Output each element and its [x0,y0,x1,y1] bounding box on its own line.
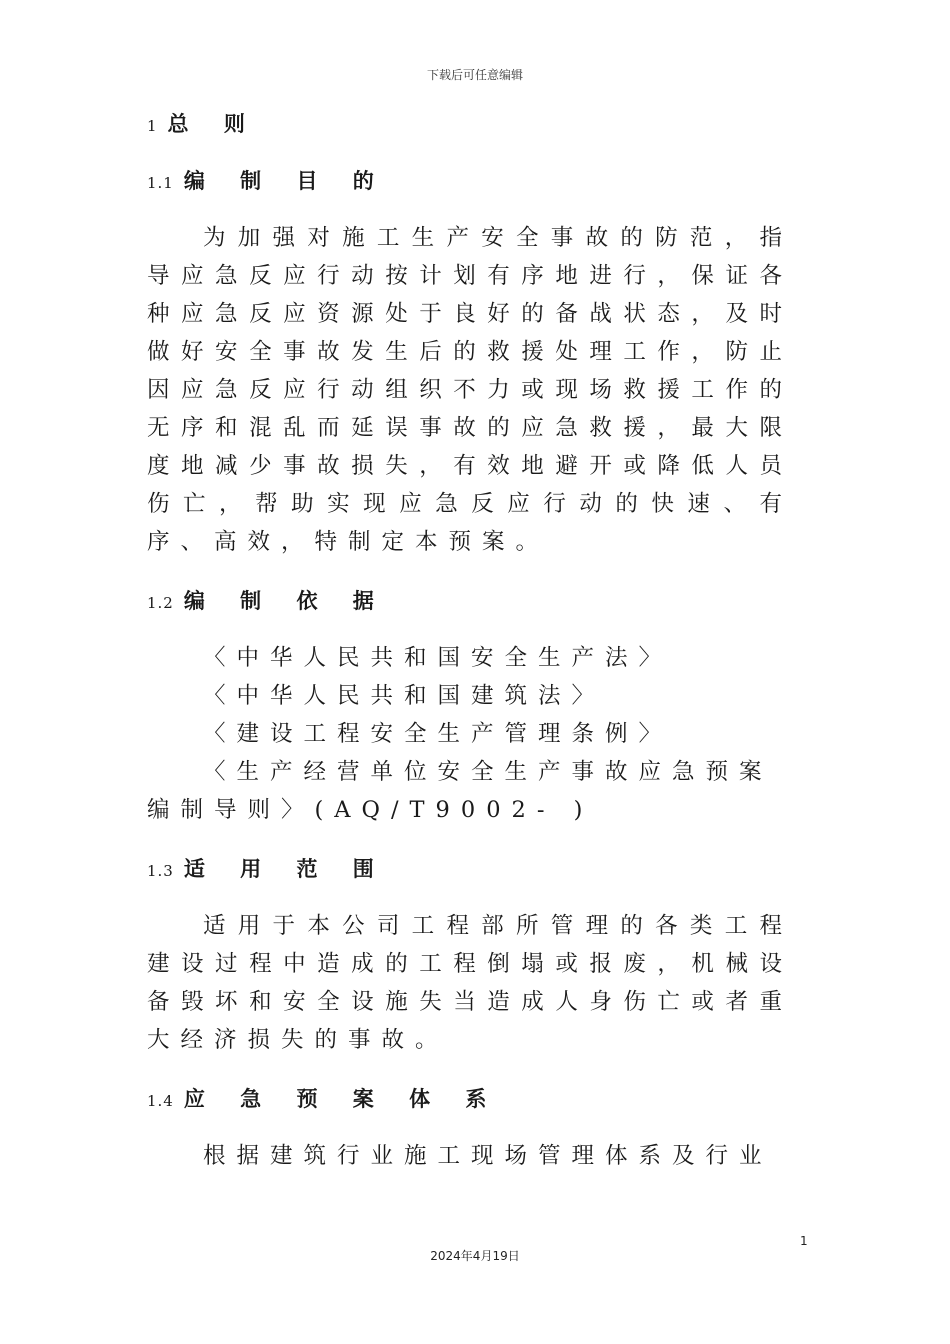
list-item: 〈中华人民共和国建筑法〉 [203,683,606,709]
list-item: 〈生产经营单位安全生产事故应急预案编制导则〉(AQ/T9002- ) [147,759,773,823]
section-heading-1-2 [147,585,793,615]
section-number: 1.1 [147,174,174,192]
page-number: 1 [800,1234,808,1248]
section-paragraph-system: 根据建筑行业施工现场管理体系及行业 [203,1143,773,1169]
section-paragraph-scope: 适用于本公司工程部所管理的各类工程建设过程中造成的工程倒塌或报废，机械设备毁坏和安全设施失当造成人身伤亡或者重大经济损失的事故。 [147,913,793,1053]
list-item: 〈中华人民共和国安全生产法〉 [203,645,673,671]
section-heading-1-4 [147,1083,793,1113]
section-paragraph-purpose: 为加强对施工生产安全事故的防范，指导应急反应行动按计划有序地进行，保证各种应急反应资源处于良好的备战状态，及时做好安全事故发生后的救援处理工作，防止因应急反应行动组织不力或现场救援工作的无序和混乱而延误事故的应急救援，最大限度地减少事故损失，有效地避开或降低人员伤亡，帮助实现应急反应行动的快速、有序、高效，特制定本预案。 [147,225,793,555]
section-number: 1.3 [147,862,174,880]
section-number: 1.2 [147,594,174,612]
section-title: 编 制 依 据 [183,589,388,613]
section-number: 1.4 [147,1092,174,1110]
section-heading-1-3 [147,853,793,883]
section-title: 应 急 预 案 体 系 [183,1087,501,1111]
basis-list [147,639,793,829]
section-title: 编 制 目 的 [183,169,388,193]
document-body [147,108,793,1175]
section-heading-1 [147,108,793,138]
section-number: 1 [147,117,158,135]
list-item: 〈建设工程安全生产管理条例〉 [203,721,673,747]
section-title: 总 则 [167,112,259,136]
section-heading-1-1 [147,165,793,195]
page-header-note: 下载后可任意编辑 [426,68,523,82]
section-title: 适 用 范 围 [183,857,388,881]
footer-date: 2024年4月19日 [430,1249,520,1263]
